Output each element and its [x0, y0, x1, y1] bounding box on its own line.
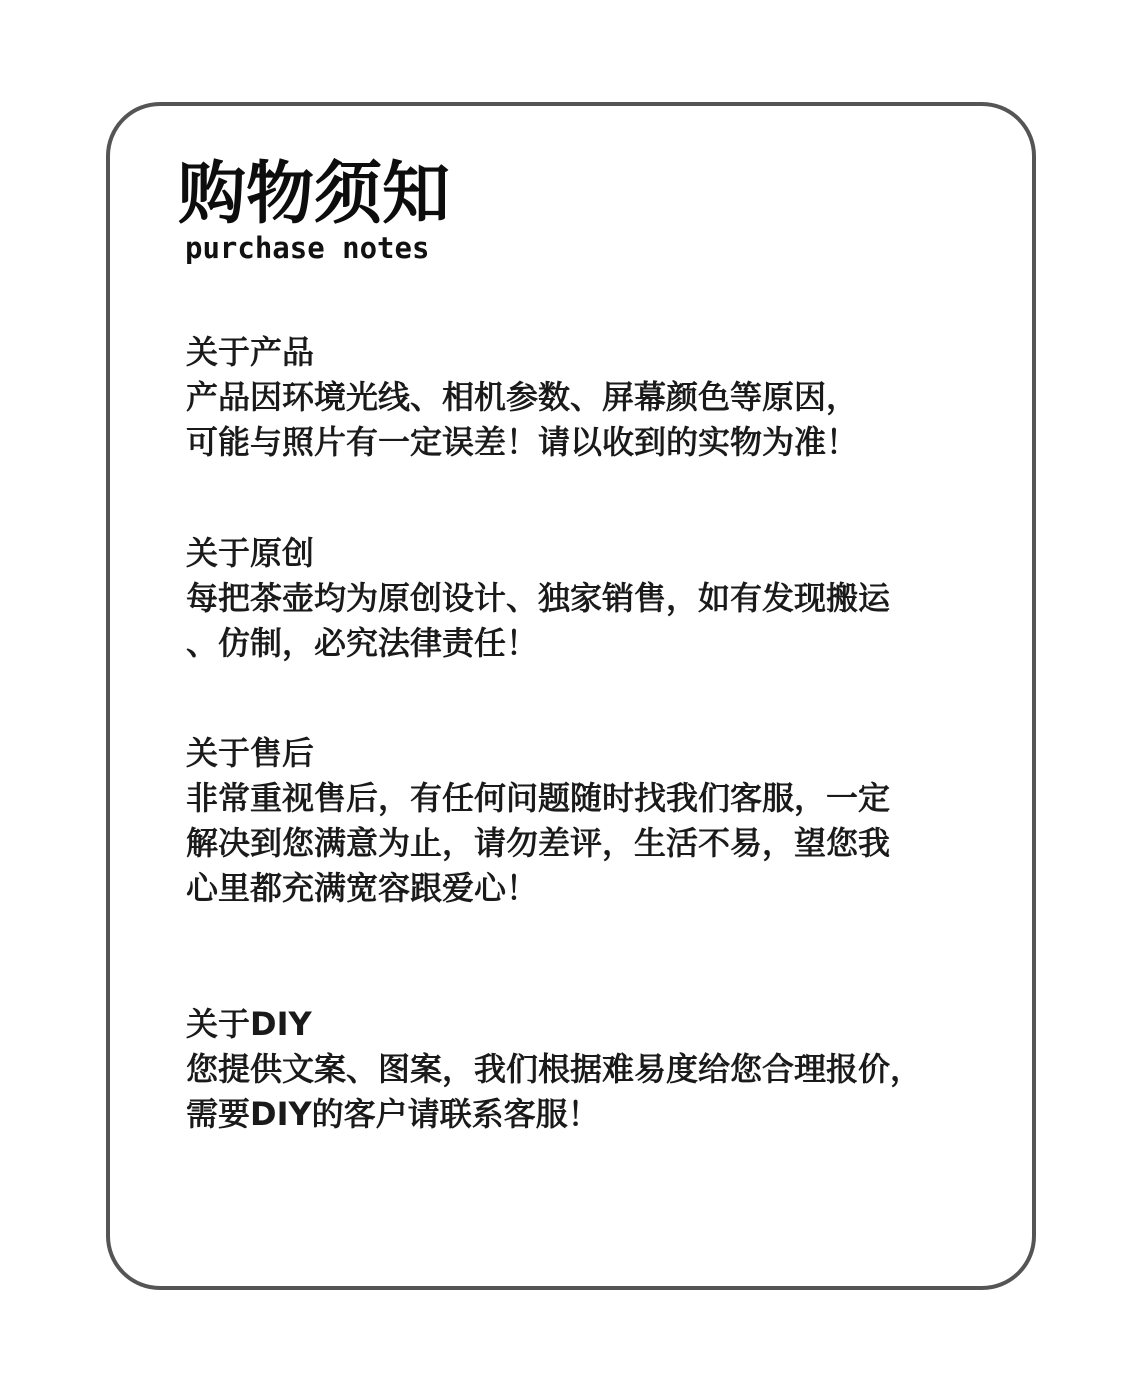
section-line: 可能与照片有一定误差！请以收到的实物为准！	[186, 423, 859, 461]
section-heading: 关于DIY	[186, 1005, 312, 1043]
page-subtitle: purchase notes	[185, 231, 430, 265]
section-after-sale	[186, 731, 1026, 911]
section-line: 产品因环境光线、相机参数、屏幕颜色等原因，	[186, 378, 859, 416]
section-line: 非常重视售后，有任何问题随时找我们客服，一定	[186, 779, 891, 817]
page-title: 购物须知	[178, 155, 451, 234]
section-product	[186, 330, 1026, 465]
section-line: 每把茶壶均为原创设计、独家销售，如有发现搬运	[186, 579, 891, 617]
section-line: 、仿制，必究法律责任！	[186, 624, 539, 662]
section-diy	[186, 1002, 1026, 1137]
section-line: 您提供文案、图案，我们根据难易度给您合理报价，	[186, 1050, 923, 1088]
section-line: 需要DIY的客户请联系客服！	[186, 1095, 600, 1133]
section-heading: 关于售后	[186, 734, 315, 772]
section-heading: 关于原创	[186, 534, 315, 572]
section-heading: 关于产品	[186, 333, 315, 371]
section-line: 解决到您满意为止，请勿差评，生活不易，望您我	[186, 824, 891, 862]
section-original	[186, 531, 1026, 666]
section-line: 心里都充满宽容跟爱心！	[186, 869, 539, 907]
